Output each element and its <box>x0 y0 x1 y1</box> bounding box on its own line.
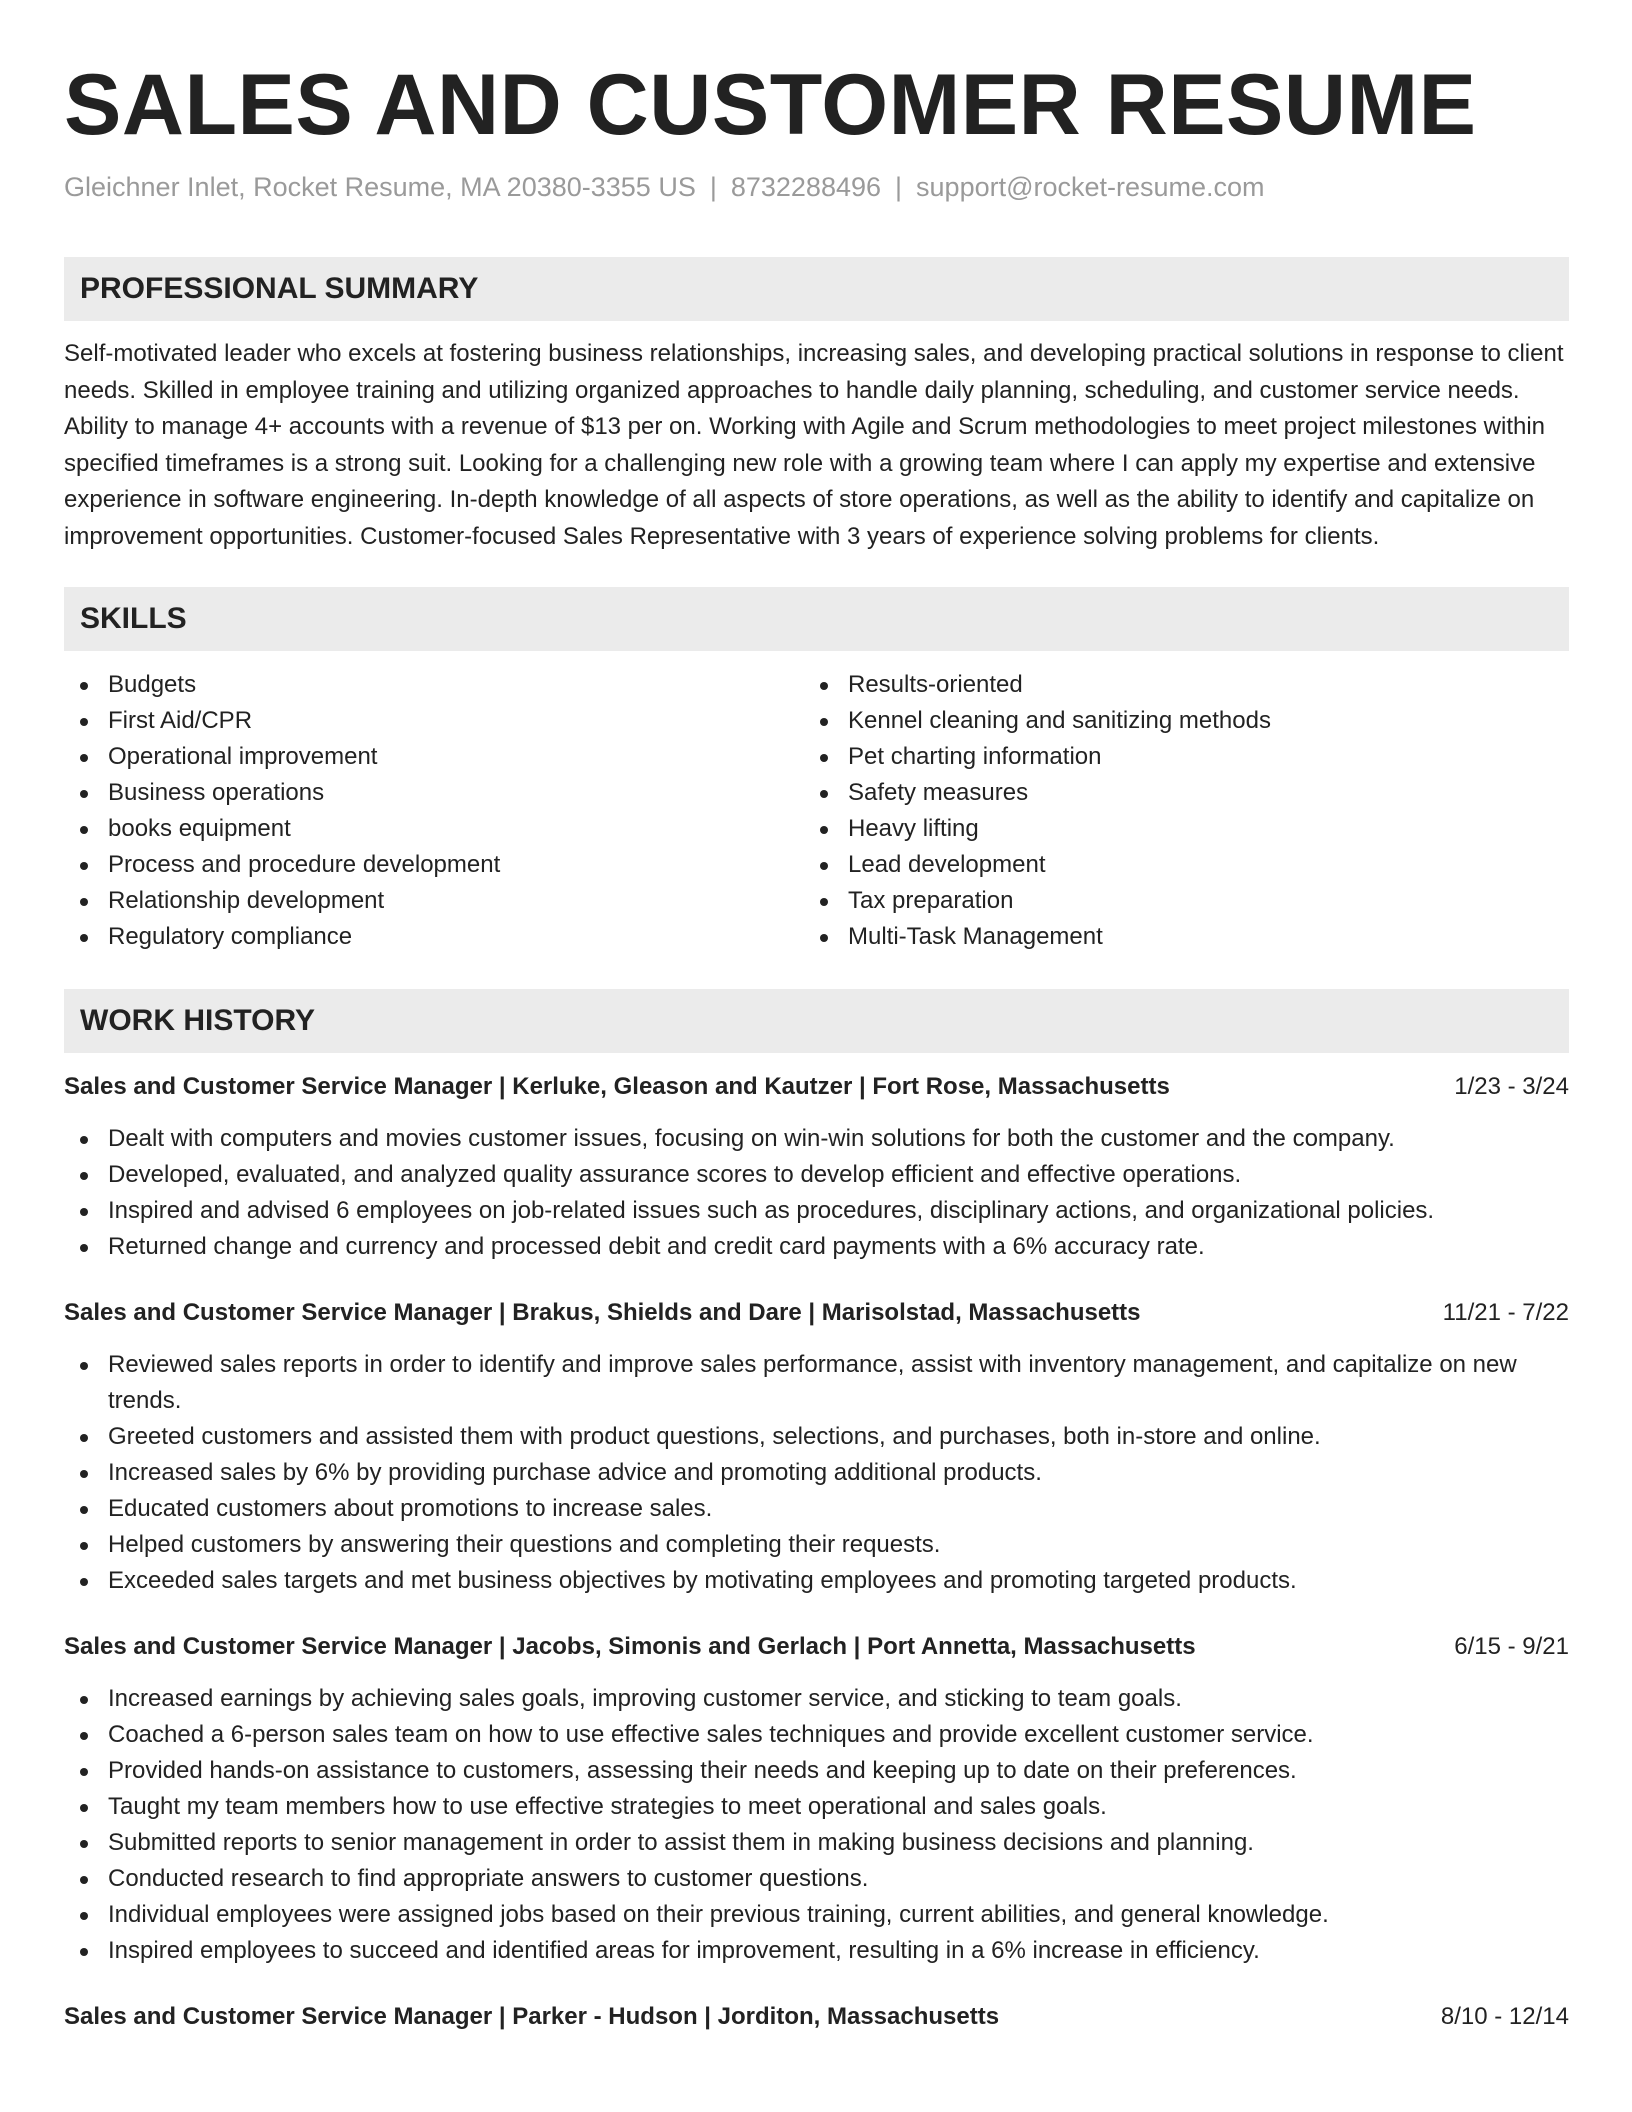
job-bullets <box>64 1121 1569 1265</box>
job-bullets <box>64 1347 1569 1599</box>
job-bullet <box>64 1419 1569 1455</box>
bullet-dot <box>80 718 88 726</box>
job-bullet-text: Educated customers about promotions to increase sales. <box>108 1495 713 1522</box>
bullet-dot <box>80 754 88 762</box>
job-header <box>64 1295 1569 1331</box>
job-bullet-text: Inspired employees to succeed and identified areas for improvement, resulting in a 6% increase in efficiency. <box>108 1937 1260 1964</box>
job-bullet <box>64 1681 1569 1717</box>
resume-title: SALES AND CUSTOMER RESUME <box>64 57 1477 153</box>
skill-item <box>64 703 804 739</box>
job-dates: 6/15 - 9/21 <box>1454 1633 1569 1660</box>
job-entry <box>64 1069 1569 1265</box>
bullet-dot <box>820 826 828 834</box>
job-bullet-text: Developed, evaluated, and analyzed quality assurance scores to develop efficient and effective operations. <box>108 1161 1242 1188</box>
bullet-dot <box>80 1696 88 1704</box>
skill-label: First Aid/CPR <box>108 707 253 734</box>
bullet-dot <box>80 934 88 942</box>
skill-label: Budgets <box>108 671 197 698</box>
bullet-dot <box>80 1362 88 1370</box>
job-dates: 1/23 - 3/24 <box>1454 1073 1569 1100</box>
bullet-dot <box>820 718 828 726</box>
bullet-dot <box>80 1434 88 1442</box>
contact-line <box>64 170 1569 204</box>
job-header <box>64 1069 1569 1105</box>
skill-label: Operational improvement <box>108 743 378 770</box>
skill-label: Kennel cleaning and sanitizing methods <box>848 707 1271 734</box>
bullet-dot <box>80 862 88 870</box>
contact-phone: 8732288496 <box>730 172 882 202</box>
job-title: Sales and Customer Service Manager | Kerluke, Gleason and Kautzer | Fort Rose, Massachusetts <box>64 1073 1170 1100</box>
skill-item <box>804 811 1544 847</box>
contact-email: support@rocket-resume.com <box>916 172 1265 202</box>
bullet-dot <box>820 754 828 762</box>
bullet-dot <box>80 1136 88 1144</box>
job-bullet-text: Coached a 6-person sales team on how to use effective sales techniques and provide excellent customer service. <box>108 1721 1314 1748</box>
skills-heading: SKILLS <box>64 587 1569 651</box>
job-bullet-text: Increased earnings by achieving sales goals, improving customer service, and sticking to team goals. <box>108 1685 1182 1712</box>
summary-text: Self-motivated leader who excels at fostering business relationships, increasing sales, and developing practical solutions in response to client needs. Skilled in employee training and utilizing organized approaches to handle daily planning, scheduling, and customer service needs. Ability to manage 4+ accounts with a revenue of $13 per on. Working with Agile and Scrum methodologies to meet project milestones within specified timeframes is a strong suit. Looking for a challenging new role with a growing team where I can apply my expertise and extensive experience in software engineering. In-depth knowledge of all aspects of store operations, as well as the ability to identify and capitalize on improvement opportunities. Customer-focused Sales Representative with 3 years of experience solving problems for clients. <box>64 340 1564 550</box>
skill-label: Lead development <box>848 851 1046 878</box>
job-bullet-text: Dealt with computers and movies customer issues, focusing on win-win solutions for both the customer and the company. <box>108 1125 1395 1152</box>
skill-item <box>64 739 804 775</box>
job-entry <box>64 1629 1569 1969</box>
work-history-heading: WORK HISTORY <box>64 989 1569 1053</box>
job-dates: 8/10 - 12/14 <box>1440 2003 1569 2030</box>
job-bullet-text: Taught my team members how to use effective strategies to meet operational and sales goals. <box>108 1793 1107 1820</box>
skill-item <box>804 703 1544 739</box>
job-bullet <box>64 1825 1569 1861</box>
bullet-dot <box>80 1840 88 1848</box>
job-bullet <box>64 1717 1569 1753</box>
job-bullet <box>64 1347 1569 1419</box>
job-bullet-text: Greeted customers and assisted them with product questions, selections, and purchases, both in-store and online. <box>108 1423 1321 1450</box>
bullet-dot <box>80 1506 88 1514</box>
job-dates: 11/21 - 7/22 <box>1442 1299 1569 1326</box>
skills-column-right <box>804 667 1544 955</box>
bullet-dot <box>80 1732 88 1740</box>
skill-label: Relationship development <box>108 887 385 914</box>
job-bullet <box>64 1157 1569 1193</box>
skill-label: Business operations <box>108 779 325 806</box>
job-bullet-text: Individual employees were assigned jobs based on their previous training, current abilities, and general knowledge. <box>108 1901 1329 1928</box>
job-entry <box>64 1295 1569 1599</box>
job-bullet <box>64 1193 1569 1229</box>
skill-label: Process and procedure development <box>108 851 501 878</box>
job-bullet <box>64 1861 1569 1897</box>
skill-label: Heavy lifting <box>848 815 979 842</box>
job-bullet <box>64 1455 1569 1491</box>
bullet-dot <box>820 898 828 906</box>
skill-item <box>804 739 1544 775</box>
skill-label: Pet charting information <box>848 743 1102 770</box>
job-header <box>64 1629 1569 1665</box>
job-bullet <box>64 1897 1569 1933</box>
skill-label: Tax preparation <box>848 887 1014 914</box>
bullet-dot <box>80 826 88 834</box>
skills-column-left <box>64 667 804 955</box>
skill-item <box>64 919 804 955</box>
contact-separator: | <box>895 172 903 202</box>
job-bullet <box>64 1563 1569 1599</box>
skill-item <box>804 883 1544 919</box>
bullet-dot <box>80 682 88 690</box>
bullet-dot <box>80 1948 88 1956</box>
skill-label: Safety measures <box>848 779 1029 806</box>
bullet-dot <box>80 1804 88 1812</box>
job-bullet-text: Helped customers by answering their questions and completing their requests. <box>108 1531 941 1558</box>
job-title: Sales and Customer Service Manager | Parker - Hudson | Jorditon, Massachusetts <box>64 2003 1000 2030</box>
job-bullet <box>64 1491 1569 1527</box>
skill-item <box>804 775 1544 811</box>
job-bullet-text: Reviewed sales reports in order to identify and improve sales performance, assist with inventory management, and capitalize on new trends. <box>108 1351 1517 1414</box>
bullet-dot <box>80 1172 88 1180</box>
bullet-dot <box>820 682 828 690</box>
summary-heading: PROFESSIONAL SUMMARY <box>64 257 1569 321</box>
contact-separator: | <box>709 172 717 202</box>
job-bullet <box>64 1789 1569 1825</box>
job-bullet-text: Conducted research to find appropriate answers to customer questions. <box>108 1865 869 1892</box>
bullet-dot <box>820 934 828 942</box>
bullet-dot <box>80 1244 88 1252</box>
skill-item <box>64 775 804 811</box>
job-bullet <box>64 1229 1569 1265</box>
bullet-dot <box>820 862 828 870</box>
job-bullet-text: Provided hands-on assistance to customers, assessing their needs and keeping up to date on their preferences. <box>108 1757 1297 1784</box>
job-bullet-text: Inspired and advised 6 employees on job-related issues such as procedures, disciplinary actions, and organizational policies. <box>108 1197 1435 1224</box>
skill-item <box>804 667 1544 703</box>
job-bullets <box>64 1681 1569 1969</box>
bullet-dot <box>80 898 88 906</box>
skill-item <box>64 667 804 703</box>
job-header <box>64 1999 1569 2035</box>
skill-item <box>804 919 1544 955</box>
job-title: Sales and Customer Service Manager | Brakus, Shields and Dare | Marisolstad, Massachusetts <box>64 1299 1141 1326</box>
skill-label: Multi-Task Management <box>848 923 1103 950</box>
bullet-dot <box>80 1542 88 1550</box>
job-bullet <box>64 1933 1569 1969</box>
skills-grid <box>64 667 1569 955</box>
job-bullet-text: Increased sales by 6% by providing purchase advice and promoting additional products. <box>108 1459 1042 1486</box>
bullet-dot <box>820 790 828 798</box>
job-bullet-text: Submitted reports to senior management in order to assist them in making business decisions and planning. <box>108 1829 1254 1856</box>
job-bullet <box>64 1753 1569 1789</box>
skill-label: books equipment <box>108 815 291 842</box>
bullet-dot <box>80 1578 88 1586</box>
skill-item <box>64 811 804 847</box>
skill-item <box>64 847 804 883</box>
bullet-dot <box>80 1876 88 1884</box>
skill-label: Regulatory compliance <box>108 923 353 950</box>
skill-item <box>804 847 1544 883</box>
bullet-dot <box>80 1208 88 1216</box>
job-bullet-text: Returned change and currency and processed debit and credit card payments with a 6% accuracy rate. <box>108 1233 1205 1260</box>
job-bullet <box>64 1527 1569 1563</box>
skill-item <box>64 883 804 919</box>
job-bullet <box>64 1121 1569 1157</box>
job-entry <box>64 1999 1569 2035</box>
skill-label: Results-oriented <box>848 671 1023 698</box>
job-bullet-text: Exceeded sales targets and met business objectives by motivating employees and promoting targeted products. <box>108 1567 1297 1594</box>
job-title: Sales and Customer Service Manager | Jacobs, Simonis and Gerlach | Port Annetta, Massachusetts <box>64 1633 1196 1660</box>
contact-address: Gleichner Inlet, Rocket Resume, MA 20380-3355 US <box>64 172 696 202</box>
bullet-dot <box>80 1768 88 1776</box>
bullet-dot <box>80 790 88 798</box>
bullet-dot <box>80 1470 88 1478</box>
bullet-dot <box>80 1912 88 1920</box>
